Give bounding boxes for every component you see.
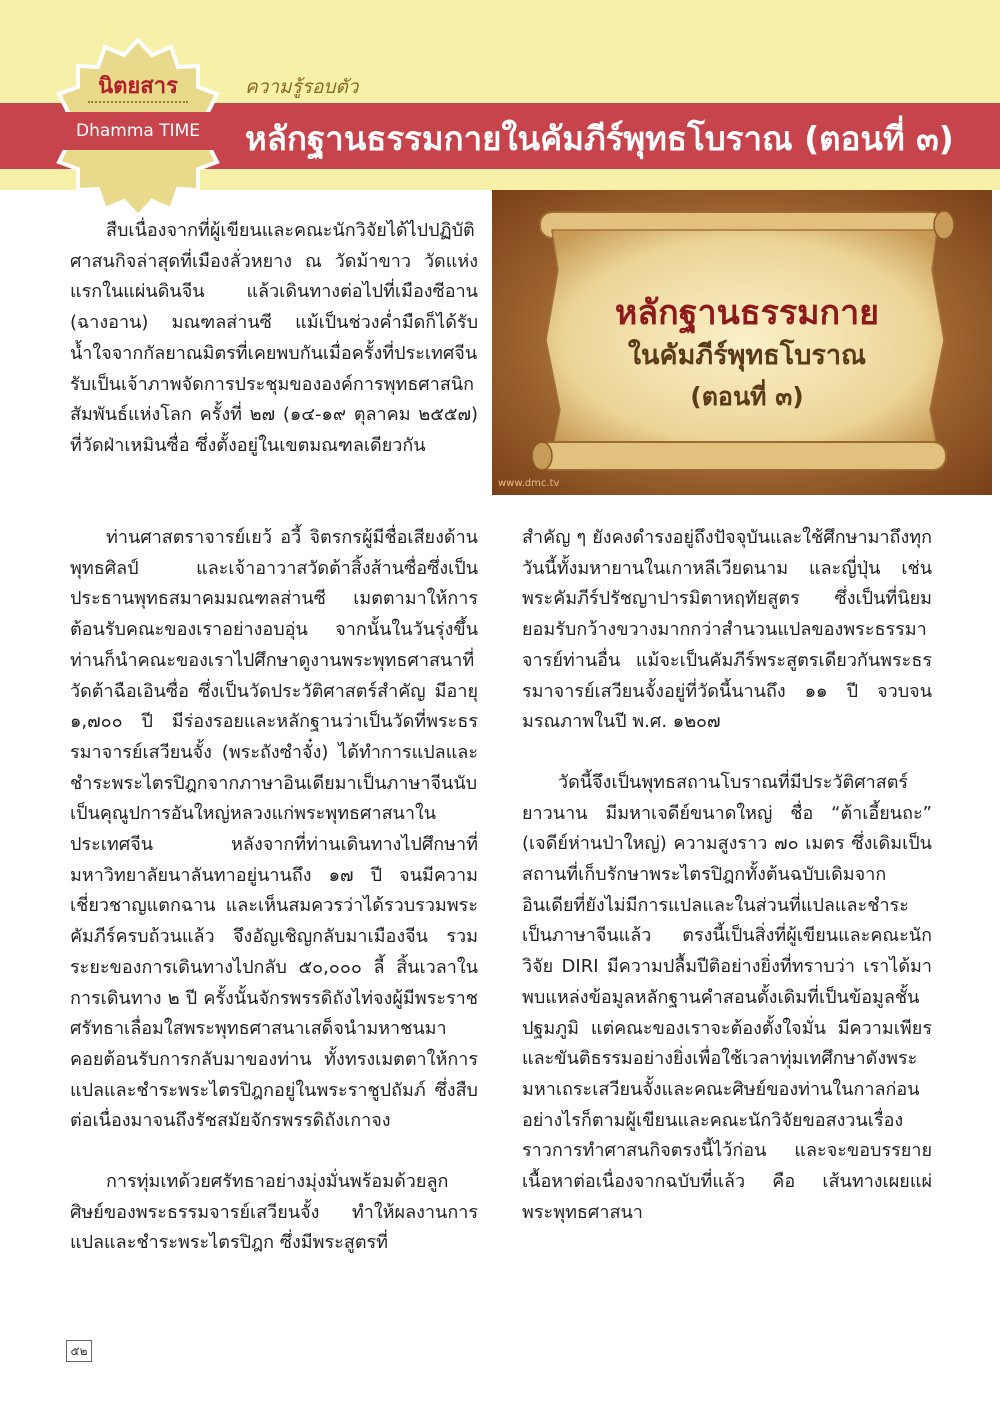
- badge-magazine-label: นิตยสาร: [98, 74, 178, 99]
- paragraph-intro: สืบเนื่องจากที่ผู้เขียนและคณะนักวิจัยได้ไปปฏิบัติศาสนกิจล่าสุดที่เมืองลั่วหยาง ณ วัดม้าขาว วัดแห่งแรกในแผ่นดินจีน แล้วเดินทางต่อไปที่เมืองซีอาน (ฉางอาน) มณฑลส่านซี แม้เป็นช่วงค่ำมืดก็ได้รับน้ำใจจากกัลยาณมิตรที่เคยพบกันเมื่อครั้งที่ประเทศจีนรับเป็นเจ้าภาพจัดการประชุมขององค์การพุทธศาสนิกสัมพันธ์แห่งโลก ครั้งที่ ๒๗ (๑๔-๑๙ ตุลาคม ๒๕๕๗) ที่วัดฝ่าเหมินซื่อ ซึ่งตั้งอยู่ในเขตมณฑลเดียวกัน: [70, 220, 478, 456]
- page-number: ๕๒: [66, 1340, 92, 1362]
- badge-divider: [88, 101, 188, 103]
- right-column: [522, 523, 932, 1258]
- image-watermark: www.dmc.tv: [498, 478, 560, 489]
- paragraph-pagoda: วัดนี้จึงเป็นพุทธสถานโบราณที่มีประวัติศาสตร์ยาวนาน มีมหาเจดีย์ขนาดใหญ่ ชื่อ “ต้าเอี้ยนถะ” (เจดีย์ห่านป่าใหญ่) ความสูงราว ๗๐ เมตร ซึ่งเดิมเป็นสถานที่เก็บรักษาพระไตรปิฎกทั้งต้นฉบับเดิมจากอินเดียที่ยังไม่มีการแปลและในส่วนที่แปลและชำระเป็นภาษาจีนแล้ว ตรงนี้เป็นสิ่งที่ผู้เขียนและคณะนักวิจัย DIRI มีความปลื้มปีติอย่างยิ่งที่ทราบว่า เราได้มาพบแหล่งข้อมูลหลักฐานคำสอนดั้งเดิมที่เป็นข้อมูลชั้นปฐมภูมิ แต่คณะของเราจะต้องตั้งใจมั่น มีความเพียรและขันติธรรมอย่างยิ่งเพื่อใช้เวลาทุ่มเทศึกษาดังพระมหาเถระเสวียนจั้งและคณะศิษย์ของท่านในกาลก่อน อย่างไรก็ตามผู้เขียนและคณะนักวิจัยขอสงวนเรื่องราวการทำศาสนกิจตรงนี้ไว้ก่อน และจะขอบรรยายเนื้อหาต่อเนื่องจากฉบับที่แล้ว คือ เส้นทางเผยแผ่พระพุทธศาสนา: [522, 771, 932, 1223]
- scroll-title-line2: ในคัมภีร์พุทธโบราณ: [627, 340, 867, 371]
- article-title: หลักฐานธรรมกายในคัมภีร์พุทธโบราณ (ตอนที่ ๓): [245, 119, 954, 158]
- scroll-title-line3: (ตอนที่ ๓): [690, 382, 804, 411]
- intro-column: [70, 216, 478, 492]
- paragraph-sutras: สำคัญ ๆ ยังคงดำรงอยู่ถึงปัจจุบันและใช้ศึกษามาถึงทุกวันนี้ทั้งมหายานในเกาหลีเวียดนาม และญี่ปุ่น เช่น พระคัมภีร์ปรัชญาปารมิตาหฤทัยสูตร ซึ่งเป็นที่นิยมยอมรับกว้างขวางมากกว่าสำนวนแปลของพระธรรมาจารย์ท่านอื่น แม้จะเป็นคัมภีร์พระสูตรเดียวกันพระธรรมาจารย์เสวียนจั้งอยู่ที่วัดนี้นานถึง ๑๑ ปี จวบจนมรณภาพในปี พ.ศ. ๑๒๐๗: [522, 527, 932, 733]
- section-kicker: ความรู้รอบตัว: [245, 76, 359, 98]
- paragraph-professor: ท่านศาสตราจารย์เยว้ อวี้ จิตรกรผู้มีชื่อเสียงด้านพุทธศิลป์ และเจ้าอาวาสวัดต้าสิ้งส้านซื่อซึ่งเป็นประธานพุทธสมาคมมณฑลส่านซี เมตตามาให้การต้อนรับคณะของเราอย่างอบอุ่น จากนั้นในวันรุ่งขึ้น ท่านก็นำคณะของเราไปศึกษาดูงานพระพุทธศาสนาที่วัดต้าฉือเอินซื่อ ซึ่งเป็นวัดประวัติศาสตร์สำคัญ มีอายุ ๑,๗๐๐ ปี มีร่องรอยและหลักฐานว่าเป็นวัดที่พระธรรมาจารย์เสวียนจั้ง (พระถังซำจั๋ง) ได้ทำการแปลและชำระพระไตรปิฎกจากภาษาอินเดียมาเป็นภาษาจีนนับเป็นคุณูปการอันใหญ่หลวงแก่พระพุทธศาสนาในประเทศจีน หลังจากที่ท่านเดินทางไปศึกษาที่มหาวิทยาลัยนาลันทาอยู่นานถึง ๑๗ ปี จนมีความเชี่ยวชาญแตกฉาน และเห็นสมควรว่าได้รวบรวมพระคัมภีร์ครบถ้วนแล้ว จึงอัญเชิญกลับมาเมืองจีน รวมระยะของการเดินทางไปกลับ ๕๐,๐๐๐ ลี้ สิ้นเวลาในการเดินทาง ๒ ปี ครั้งนั้นจักรพรรดิถังไท่จงผู้มีพระราชศรัทธาเลื่อมใสพระพุทธศาสนาเสด็จนำมหาชนมาคอยต้อนรับการกลับมาของท่าน ทั้งทรงเมตตาให้การแปลและชำระพระไตรปิฎกอยู่ในพระราชูปถัมภ์ ซึ่งสืบต่อเนื่องมาจนถึงรัชสมัยจักรพรรดิถังเกาจง: [70, 527, 478, 1132]
- badge-brand-label: Dhamma TIME: [75, 121, 201, 141]
- scroll-image: [492, 190, 992, 495]
- scroll-title-line1: หลักฐานธรรมกาย: [614, 293, 880, 333]
- left-column: [70, 523, 478, 1289]
- paragraph-dedication: การทุ่มเทด้วยศรัทธาอย่างมุ่งมั่นพร้อมด้วยลูกศิษย์ของพระธรรมจารย์เสวียนจั้ง ทำให้ผลงานการแปลและชำระพระไตรปิฎก ซึ่งมีพระสูตรที่: [70, 1171, 478, 1254]
